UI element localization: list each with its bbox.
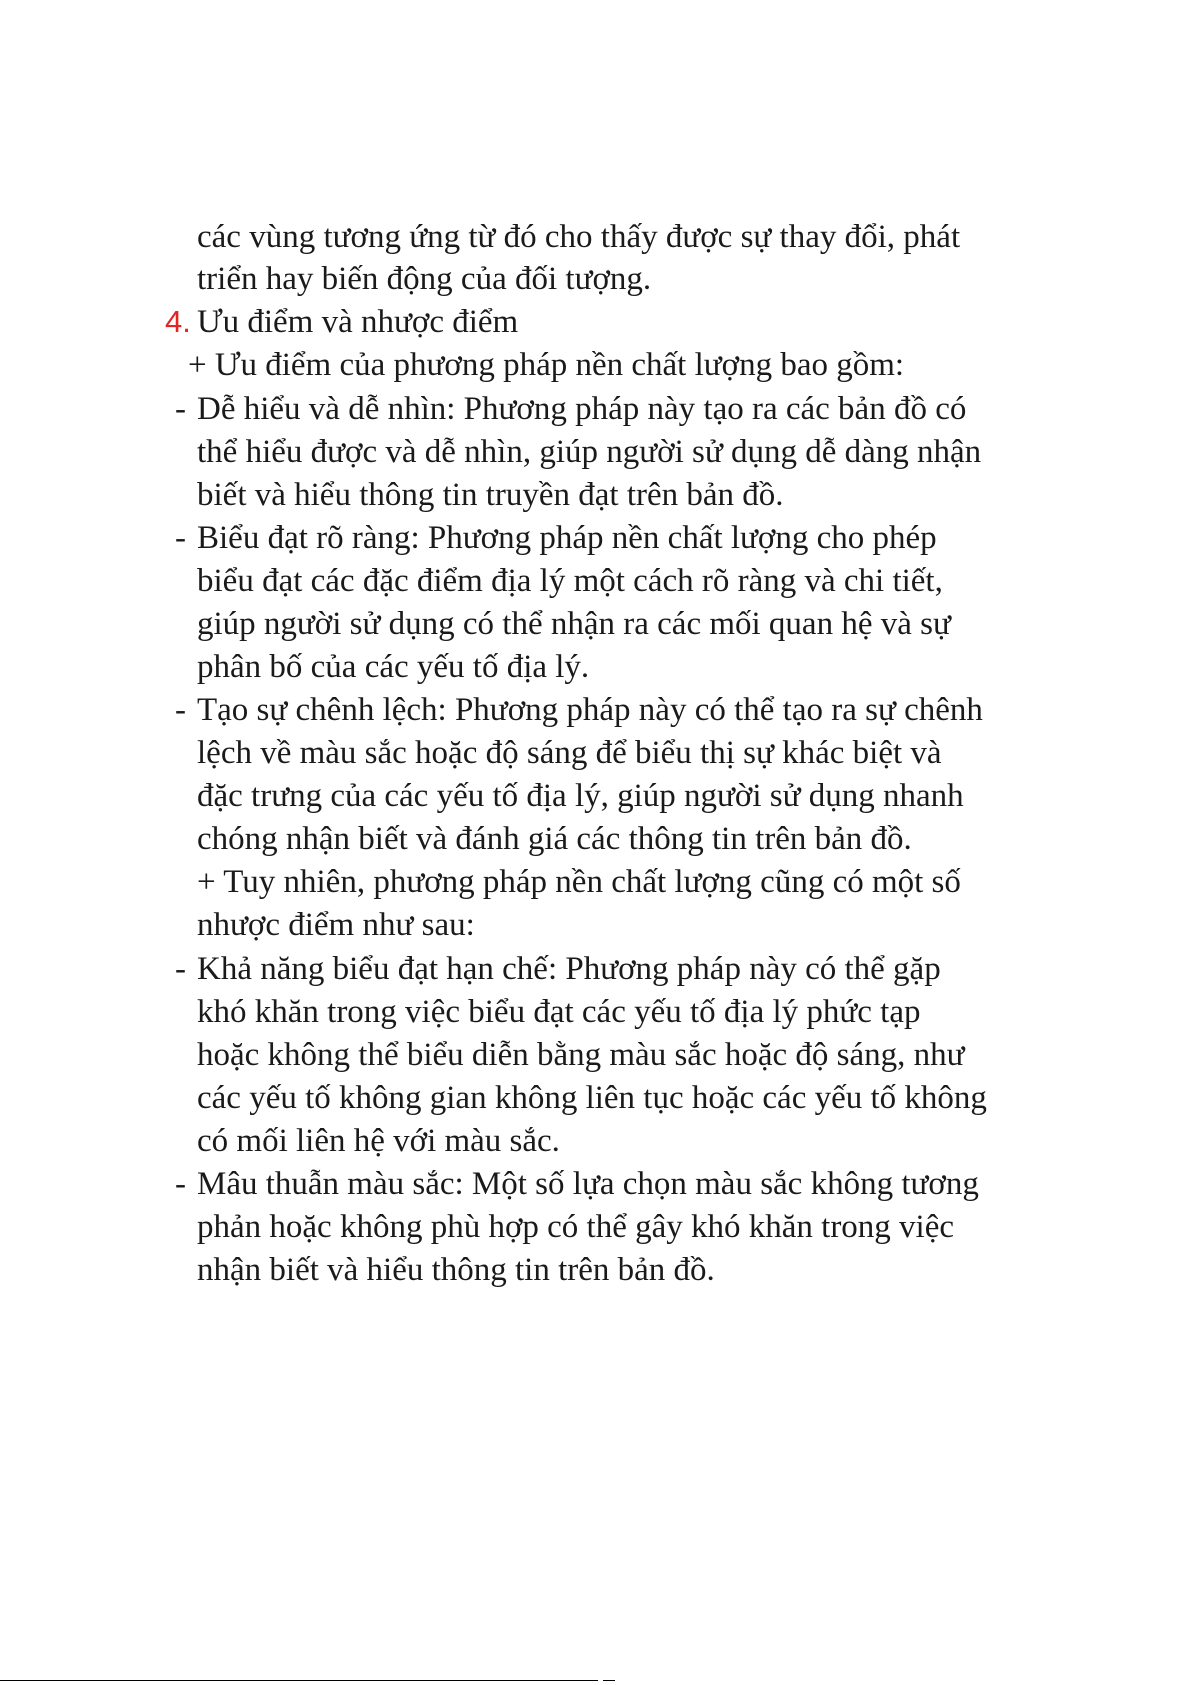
advantage-1-line-2: thể hiểu được và dễ nhìn, giúp người sử dụng dễ dàng nhận [197, 434, 982, 470]
disadvantage-2-line-3: nhận biết và hiểu thông tin trên bản đồ. [197, 1252, 715, 1288]
bullet-marker: - [175, 520, 186, 556]
disadvantage-1-line-4: các yếu tố không gian không liên tục hoặc các yếu tố không [197, 1080, 987, 1116]
disadvantage-2-line-2: phản hoặc không phù hợp có thể gây khó khăn trong việc [197, 1209, 955, 1245]
advantage-3-line-1: Tạo sự chênh lệch: Phương pháp này có thể tạo ra sự chênh [197, 692, 983, 728]
bullet-marker: - [175, 1166, 186, 1202]
advantage-2-line-3: giúp người sử dụng có thể nhận ra các mối quan hệ và sự [197, 606, 951, 642]
section-number: 4. [165, 304, 191, 339]
disadvantages-heading-line-2: nhược điểm như sau: [197, 907, 475, 943]
advantage-3-line-4: chóng nhận biết và đánh giá các thông tin trên bản đồ. [197, 821, 912, 857]
disadvantage-1-line-5: có mối liên hệ với màu sắc. [197, 1123, 560, 1159]
advantage-2-line-2: biểu đạt các đặc điểm địa lý một cách rõ ràng và chi tiết, [197, 563, 943, 599]
advantage-1-line-1: Dễ hiểu và dễ nhìn: Phương pháp này tạo ra các bản đồ có [197, 391, 967, 427]
section-title: Ưu điểm và nhược điểm [197, 304, 519, 340]
advantage-3-line-3: đặc trưng của các yếu tố địa lý, giúp người sử dụng nhanh [197, 778, 964, 814]
footer-divider-tick [603, 1680, 615, 1681]
disadvantage-1-line-3: hoặc không thể biểu diễn bằng màu sắc hoặc độ sáng, như [197, 1037, 965, 1073]
advantages-heading: + Ưu điểm của phương pháp nền chất lượng bao gồm: [188, 347, 905, 383]
advantage-3-line-2: lệch về màu sắc hoặc độ sáng để biểu thị sự khác biệt và [197, 735, 942, 771]
advantage-2-line-4: phân bố của các yếu tố địa lý. [197, 649, 590, 685]
advantage-2-line-1: Biểu đạt rõ ràng: Phương pháp nền chất lượng cho phép [197, 520, 937, 556]
disadvantage-2-line-1: Mâu thuẫn màu sắc: Một số lựa chọn màu sắc không tương [197, 1166, 979, 1202]
bullet-marker: - [175, 951, 186, 987]
advantage-1-line-3: biết và hiểu thông tin truyền đạt trên bản đồ. [197, 477, 784, 513]
disadvantage-1-line-1: Khả năng biểu đạt hạn chế: Phương pháp này có thể gặp [197, 951, 941, 987]
footer-divider [0, 1680, 598, 1681]
intro-line-2: triển hay biến động của đối tượng. [197, 261, 652, 297]
disadvantages-heading-line-1: + Tuy nhiên, phương pháp nền chất lượng cũng có một số [197, 864, 961, 900]
disadvantage-1-line-2: khó khăn trong việc biểu đạt các yếu tố địa lý phức tạp [197, 994, 921, 1030]
bullet-marker: - [175, 692, 186, 728]
bullet-marker: - [175, 391, 186, 427]
intro-line-1: các vùng tương ứng từ đó cho thấy được sự thay đổi, phát [197, 219, 961, 255]
